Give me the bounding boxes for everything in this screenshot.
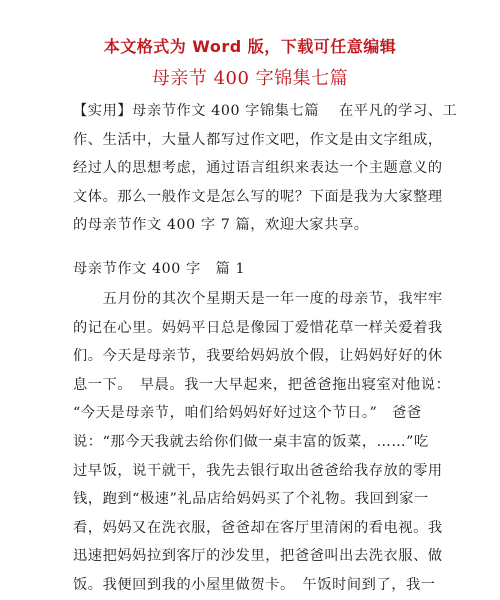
essay-line: 看，妈妈又在洗衣服，爸爸却在客厅里清闲的看电视。我 bbox=[73, 519, 443, 536]
essay-line: 五月份的其次个星期天是一年一度的母亲节，我牢牢 bbox=[73, 291, 443, 307]
document-title: 母亲节 400 字锦集七篇 bbox=[151, 68, 349, 89]
intro-line: 经过人的思想考虑，通过语言组织来表达一个主题意义的 bbox=[73, 160, 443, 177]
word-format-banner: 本文格式为 Word 版，下载可任意编辑 bbox=[103, 37, 397, 56]
essay-line: 息一下。 早晨。我一大早起来，把爸爸拖出寝室对他说： bbox=[73, 376, 451, 393]
intro-paragraph bbox=[73, 97, 458, 240]
essay-line: 的记在心里。妈妈平日总是像园丁爱惜花草一样关爱着我 bbox=[73, 319, 443, 336]
essay-line: 们。今天是母亲节，我要给妈妈放个假，让妈妈好好的休 bbox=[73, 348, 443, 365]
intro-line: 文体。那么一般作文是怎么写的呢？下面是我为大家整理 bbox=[73, 188, 443, 205]
essay-paragraph bbox=[73, 285, 451, 600]
intro-line: 【实用】母亲节作文 400 字锦集七篇 在平凡的学习、工 bbox=[73, 103, 458, 119]
essay-line: 饭。我便回到我的小屋里做贺卡。 午饭时间到了，我一 bbox=[73, 576, 436, 593]
essay-line: 钱，跑到“极速”礼品店给妈妈买了个礼物。我回到家一 bbox=[73, 491, 429, 508]
essay-line: 迅速把妈妈拉到客厅的沙发里，把爸爸叫出去洗衣服、做 bbox=[73, 548, 443, 565]
essay-line: 说：“那今天我就去给你们做一桌丰富的饭菜，……”吃 bbox=[73, 433, 429, 450]
essay-line: 过早饭，说干就干，我先去银行取出爸爸给我存放的零用 bbox=[73, 462, 443, 479]
section-heading: 母亲节作文 400 字 篇 1 bbox=[73, 261, 246, 277]
essay-line: “今天是母亲节，咱们给妈妈好好过这个节日。” 爸爸 bbox=[73, 405, 422, 422]
intro-line: 的母亲节作文 400 字 7 篇，欢迎大家共享。 bbox=[73, 217, 369, 234]
intro-line: 作、生活中，大量人都写过作文吧，作文是由文字组成， bbox=[73, 131, 443, 148]
